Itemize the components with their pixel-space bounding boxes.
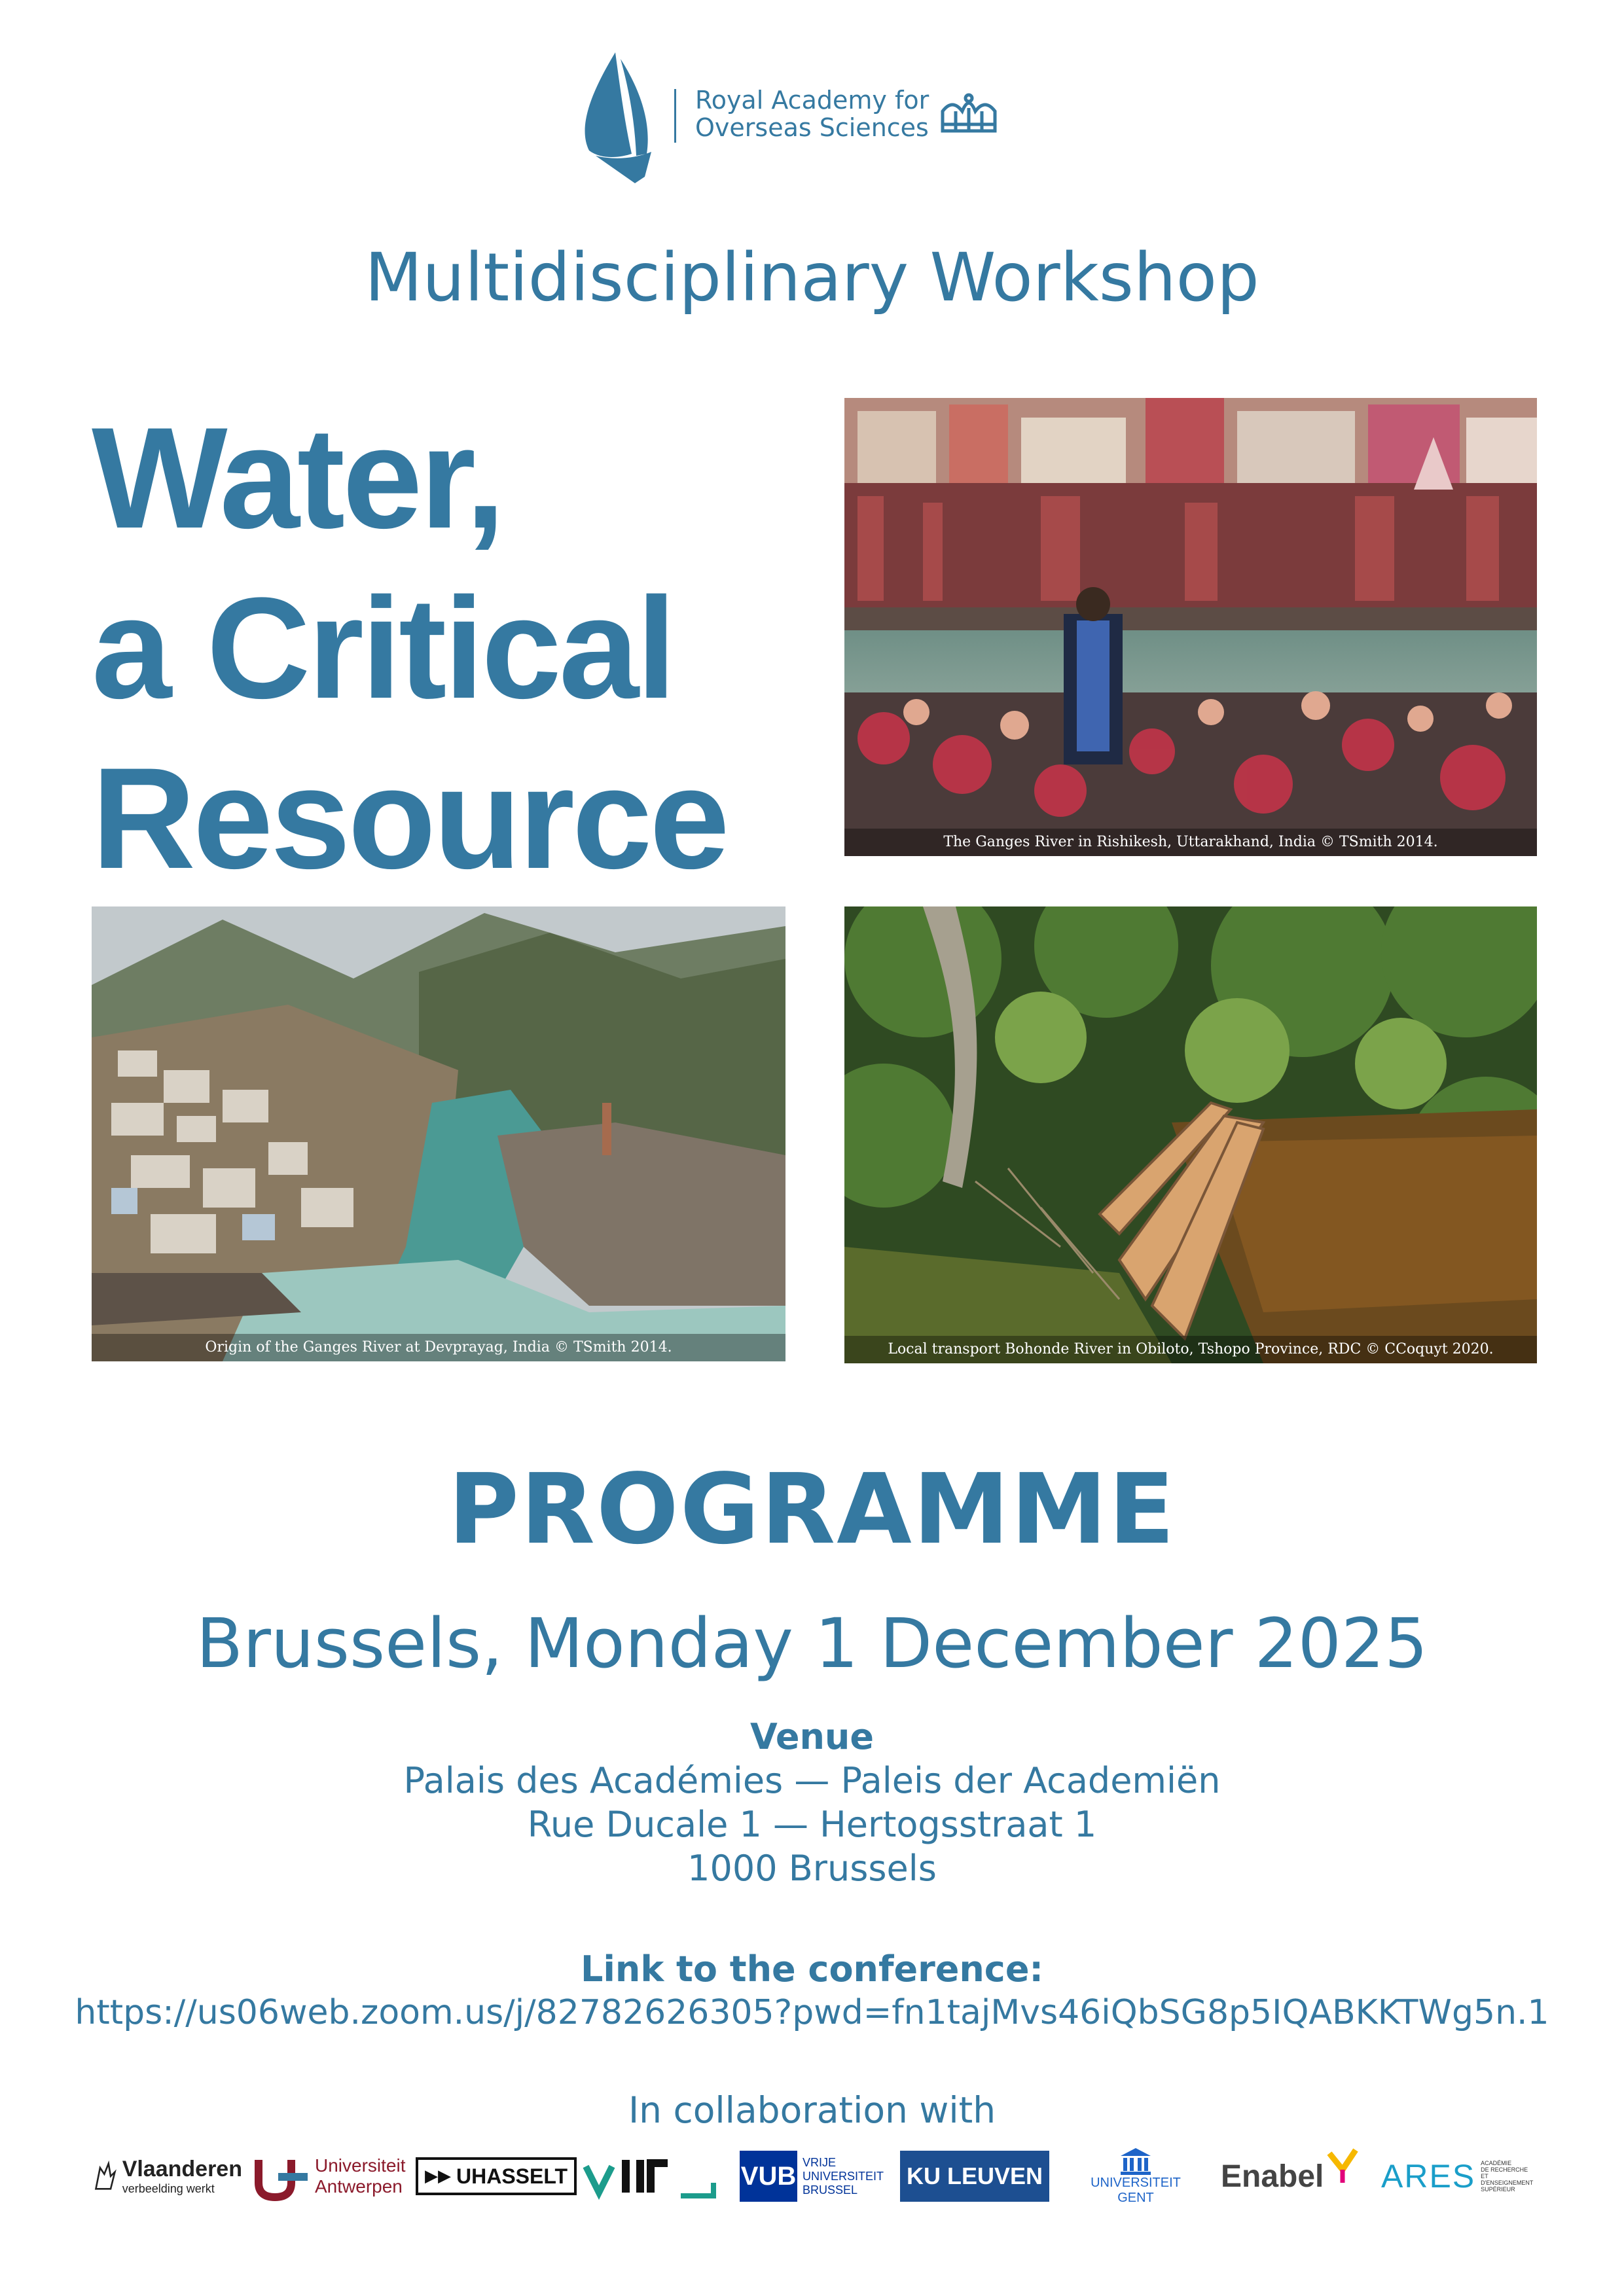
bohonde-river-image [844,906,1537,1363]
vlaanderen-logo [92,2140,242,2212]
org-name-line1: Royal Academy for [695,86,929,115]
uantwerpen-icon [252,2150,311,2202]
conference-link-url[interactable]: https://us06web.zoom.us/j/82782626305?pwd=fn1tajMvs46iQbSG8p5IQABKKTWg5n.1 [75,1993,1549,2032]
ares-name: ARES [1381,2158,1476,2195]
ugent-building-icon [1119,2147,1152,2176]
photo-ganges-rishikesh [844,398,1537,856]
event-date: Brussels, Monday 1 December 2025 [196,1604,1428,1683]
vlaanderen-name: Vlaanderen [122,2157,242,2181]
ugent-line2: GENT [1117,2191,1154,2205]
enabel-name: Enabel [1221,2159,1324,2194]
vub-line2: UNIVERSITEIT [803,2169,884,2183]
org-name [695,86,929,141]
programme-title: PROGRAMME [448,1453,1176,1566]
kuleuven-logo [900,2140,1051,2212]
conference-link-label: Link to the conference: [580,1948,1044,1990]
vlaanderen-tagline: verbeelding werkt [122,2182,215,2195]
kuleuven-name: KU LEUVEN [906,2162,1043,2189]
venue-line2: Rue Ducale 1 — Hertogsstraat 1 [527,1804,1097,1845]
uhasselt-name: UHASSELT [456,2164,568,2188]
workshop-title: Multidisciplinary Workshop [365,239,1259,317]
enabel-logo [1221,2140,1371,2212]
ganges-rishikesh-image [844,398,1537,856]
photo-bohonde-river [844,906,1537,1363]
enabel-mark-icon [1326,2147,1359,2186]
uantwerpen-line2: Antwerpen [315,2176,403,2197]
venue-label: Venue [750,1716,874,1757]
main-title-line3: Resource [92,738,727,899]
venue-block [0,1715,1624,1890]
uantwerpen-line1: Universiteit [315,2155,406,2176]
org-name-line2: Overseas Sciences [695,113,929,142]
collaboration-label: In collaboration with [628,2089,996,2131]
ugent-logo [1080,2140,1191,2212]
uantwerpen-logo [252,2140,409,2212]
vlir-mark-icon [583,2147,720,2206]
ares-logo [1381,2140,1535,2212]
vub-line1: VRIJE [803,2155,837,2169]
venue-line1: Palais des Académies — Paleis der Academiën [403,1760,1221,1801]
uhasselt-logo [416,2140,566,2212]
vlir-logo [583,2140,720,2212]
main-title-line2: a Critical [92,567,674,728]
photo-caption: Local transport Bohonde River in Obiloto, Tshopo Province, RDC © CCoquyt 2020. [844,1336,1537,1363]
sail-logo-icon [569,46,674,190]
academy-logo [569,46,1001,190]
devprayag-image [92,906,785,1361]
ares-line4: SUPÉRIEUR [1481,2186,1515,2193]
ares-line2: DE RECHERCHE ET [1481,2166,1528,2179]
vub-line3: BRUSSEL [803,2183,858,2197]
photo-devprayag [92,906,785,1361]
play-icon: ▶▶ [425,2166,451,2186]
crown-icon [936,92,1001,144]
conference-link-block [0,1947,1624,2035]
photo-caption: The Ganges River in Rishikesh, Uttarakhand, India © TSmith 2014. [844,829,1537,856]
venue-line3: 1000 Brussels [687,1848,937,1889]
ares-line1: ACADÉMIE [1481,2160,1512,2166]
ares-line3: D'ENSEIGNEMENT [1481,2179,1534,2186]
vub-logo [740,2140,890,2212]
main-title [92,393,812,903]
logo-separator [674,89,676,143]
vub-abbr: VUB [740,2161,797,2191]
photo-caption: Origin of the Ganges River at Devprayag, India © TSmith 2014. [92,1334,785,1361]
lion-icon [92,2150,117,2202]
main-title-line1: Water, [92,397,503,558]
ugent-line1: UNIVERSITEIT [1091,2176,1181,2190]
